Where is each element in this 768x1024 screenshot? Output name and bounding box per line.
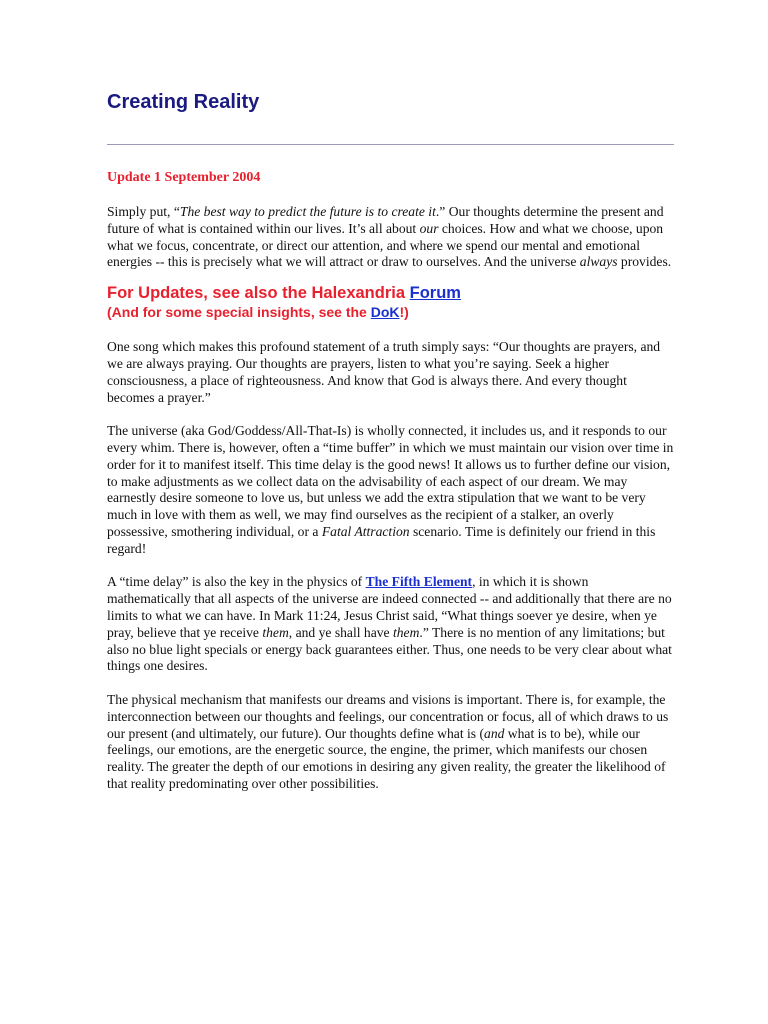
insights-heading-text: (And for some special insights, see the [107, 304, 371, 321]
quote-italic: The best way to predict the future is to create it [179, 204, 436, 219]
and-italic: and [484, 725, 505, 741]
always-italic: always [579, 254, 618, 270]
text-run: , and ye shall have [288, 624, 393, 640]
text-run: scenario. Time is definitely our friend in this regard! [107, 523, 656, 556]
updates-heading-text: For Updates, see also the Halexandria [107, 284, 410, 303]
fatal-attraction-italic: Fatal Attraction [321, 523, 410, 539]
text-run: .” Our thoughts determine the present and future of what is contained within our lives. It’s all about [107, 204, 664, 236]
paragraph-intro [107, 204, 674, 271]
page-title: Creating Reality [107, 91, 260, 113]
them-italic: them [392, 624, 420, 640]
our-italic: our [419, 220, 439, 236]
text-run: The universe (aka God/Goddess/All-That-Is) is wholly connected, it includes us, and it responds to our every whim. There is, however, often a “time buffer” in which we must maintain our vision over time in order for it to manifest itself. This time delay is the good news! It allows us to further define our vision, to make adjustments as we collect data on the advisability of each aspect of our dream. We may earnestly desire someone to love us, but unless we add the extra stipulation that we want to be very much in love with them as well, we may find ourselves as the recipient of a stalker, an overly possessive, smothering individual, or a [107, 423, 674, 539]
dok-link[interactable]: DoK [370, 304, 400, 321]
fifth-element-link[interactable]: The Fifth Element [365, 574, 473, 590]
update-date-label: Update 1 September 2004 [107, 170, 261, 185]
text-run: , in which it is shown mathematically that all aspects of the universe are indeed connected -- and additionally that there are no limits to what we can have. In Mark 11:24, Jesus Christ said, “What things soever ye desire, when ye pray, believe that ye receive [107, 574, 672, 640]
document-page [107, 88, 674, 793]
paragraph-time-delay [107, 574, 674, 675]
paragraph-universe [107, 423, 674, 557]
horizontal-rule [107, 144, 674, 145]
them-italic: them [262, 624, 289, 640]
text-run: .” There is no mention of any limitations; but also no blue light specials or energy back guarantees either. Thus, one needs to be very clear about what things one desires. [107, 624, 672, 674]
updates-heading [107, 283, 674, 303]
paragraph-mechanism [107, 692, 674, 793]
text-run: what is to be), while our feelings, our emotions, are the energetic source, the engine, the primer, which manifests our chosen reality. The greater the depth of our emotions in desiring any given reality, the greater the likelihood of that reality predominating over other possibilities. [107, 725, 666, 791]
text-run: choices. How and what we choose, upon what we focus, concentrate, or direct our attention, and where we spend our mental and emotional energies -- this is precisely what we will attract or draw to ourselves. And the universe [107, 220, 664, 270]
text-run: A “time delay” is also the key in the physics of [107, 574, 366, 590]
insights-heading-end: !) [399, 304, 409, 321]
text-run: Simply put, “ [107, 204, 180, 219]
forum-link[interactable]: Forum [409, 284, 461, 303]
text-run: The physical mechanism that manifests our dreams and visions is important. There is, for example, the interconnection between our thoughts and feelings, our concentration or focus, all of which draws to us our present (and ultimately, our future). Our thoughts define what is ( [107, 691, 669, 741]
paragraph-song: One song which makes this profound statement of a truth simply says: “Our thoughts are prayers, and we are always praying. Our thoughts are prayers, listen to what you’re saying. Seek a higher consciousness, a place of righteousness. And know that God is always there. And every thought becomes a prayer.” [107, 339, 661, 405]
text-run: provides. [617, 254, 672, 270]
insights-heading [107, 303, 674, 321]
